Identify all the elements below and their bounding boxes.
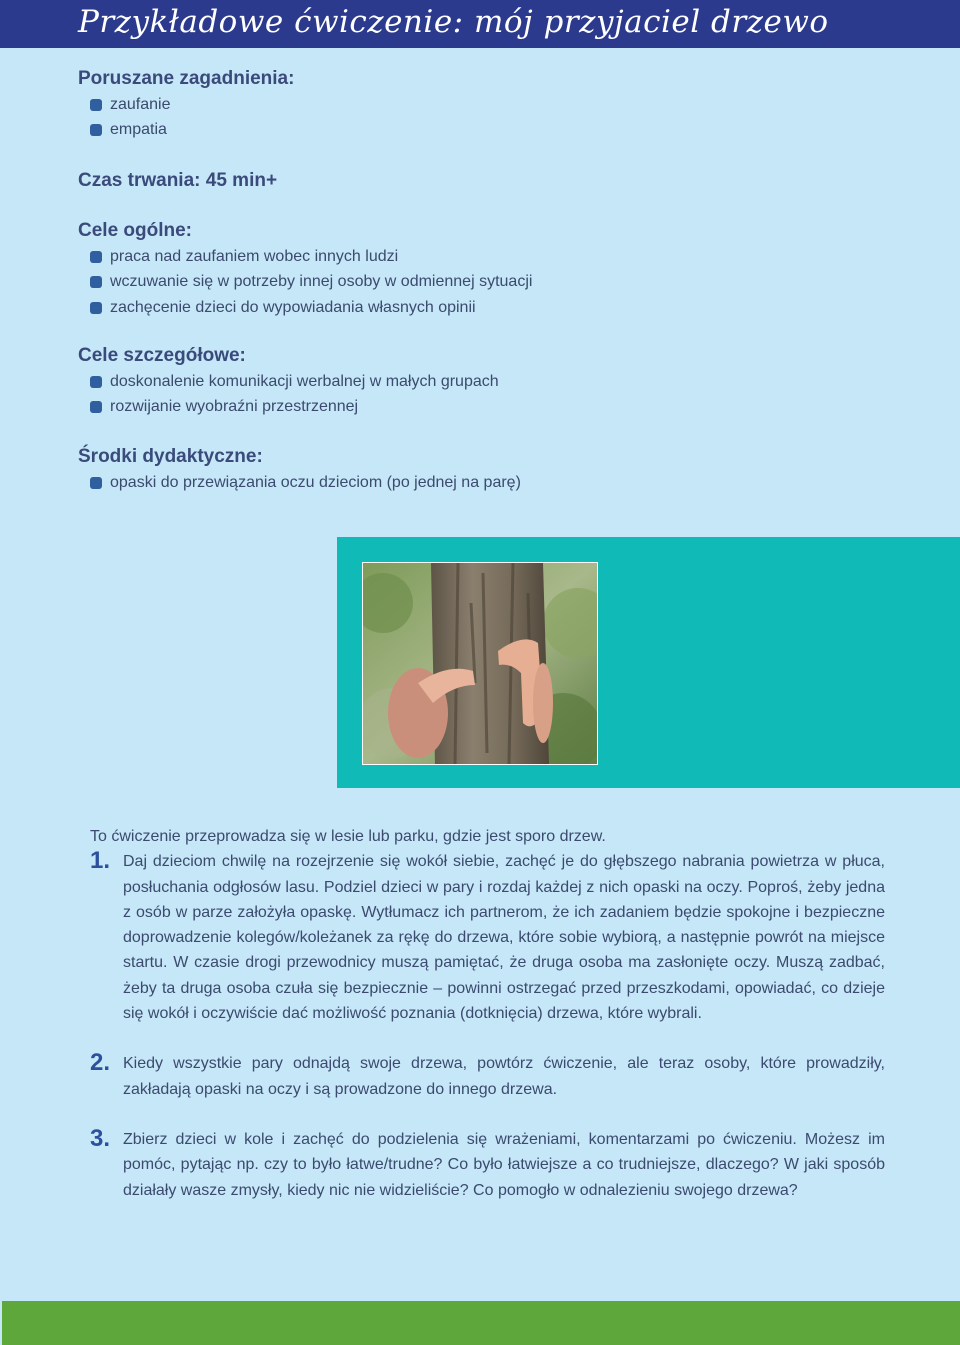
bullet-icon: [90, 302, 102, 314]
bullet-icon: [90, 99, 102, 111]
topics-heading: Poruszane zagadnienia:: [78, 68, 295, 89]
general-goals-list: [78, 244, 532, 320]
step-text: Daj dzieciom chwilę na rozejrzenie się wokół siebie, zachęć je do głębszego nabrania powietrza w płuca, posłuchania odgłosów lasu. Podziel dzieci w pary i rozdaj każdej z nich opaski na oczy. Poproś, żeby jedna z osób w parze założyła opaskę. Wytłumacz ich partnerom, że ich zadaniem będzie spokojne i bezpieczne doprowadzenie kolegów/koleżanek za rękę do drzewa, które sobie wybiorą, a następnie powrót na miejsce startu. W czasie drogi przewodnicy muszą pamiętać, że druga osoba ma zasłonięte oczy. Muszą zadbać, żeby ta druga osoba czuła się bezpiecznie – powinni ostrzegać przed przeszkodami, opowiadać, co dzieje się wokół i oczywiście dać możliwość poznania (dotknięcia) drzewa, które wybrali.: [123, 853, 885, 1023]
step-number: 3.: [90, 1124, 111, 1152]
bullet-icon: [90, 477, 102, 489]
list-item: [78, 470, 521, 495]
list-item-text: opaski do przewiązania oczu dzieciom (po jednej na parę): [110, 474, 521, 491]
bullet-icon: [90, 376, 102, 388]
header-bar: [0, 0, 960, 48]
list-item-text: empatia: [110, 121, 167, 139]
materials-section: [78, 444, 521, 495]
list-item-text: wczuwanie się w potrzeby innej osoby w odmiennej sytuacji: [110, 273, 533, 291]
list-item-text: rozwijanie wyobraźni przestrzennej: [110, 398, 359, 416]
list-item: [78, 295, 532, 320]
list-item: [78, 394, 499, 419]
list-item-text: doskonalenie komunikacji werbalnej w małych grupach: [110, 373, 499, 390]
specific-goals-list: [78, 369, 499, 420]
duration-heading: Czas trwania: 45 min+: [78, 170, 278, 191]
topics-section: [78, 66, 294, 143]
topics-list: [78, 92, 294, 143]
bullet-icon: [90, 401, 102, 413]
bullet-icon: [90, 124, 102, 136]
list-item: [78, 369, 499, 394]
materials-list: [78, 470, 521, 495]
step-item: [90, 1124, 885, 1203]
instructions: [90, 824, 885, 1203]
list-item: [78, 244, 532, 269]
step-text: Kiedy wszystkie pary odnajdą swoje drzewa, powtórz ćwiczenie, ale teraz osoby, które prowadziły, zakładają opaski na oczy i są prowadzone do innego drzewa.: [123, 1055, 885, 1098]
list-item-text: zachęcenie dzieci do wypowiadania własnych opinii: [110, 298, 476, 316]
bullet-icon: [90, 251, 102, 263]
list-item-text: zaufanie: [110, 96, 171, 113]
list-item: [78, 92, 294, 117]
list-item-text: praca nad zaufaniem wobec innych ludzi: [110, 248, 399, 265]
step-text: Zbierz dzieci w kole i zachęć do podzielenia się wrażeniami, komentarzami po ćwiczeniu. Możesz im pomóc, pytając np. czy to było łatwe/trudne? Co było łatwiejsze a co trudniejsze, dlaczego? W jaki sposób działały wasze zmysły, kiedy nic nie widzieliście? Co pomogło w odnalezieniu swojego drzewa?: [123, 1130, 885, 1199]
step-item: [90, 849, 885, 1026]
bullet-icon: [90, 276, 102, 288]
specific-goals-section: [78, 343, 499, 420]
step-number: 2.: [90, 1049, 111, 1077]
page-title: Przykładowe ćwiczenie: mój przyjaciel drzewo: [78, 4, 829, 40]
materials-heading: Środki dydaktyczne:: [78, 446, 263, 467]
list-item: [78, 117, 294, 142]
footer-bar: [2, 1301, 960, 1345]
step-number: 1.: [90, 847, 111, 875]
general-goals-section: [78, 218, 532, 320]
tree-hug-photo: [362, 562, 598, 765]
step-item: [90, 1051, 885, 1102]
duration-section: [78, 168, 277, 194]
instructions-intro: To ćwiczenie przeprowadza się w lesie lub parku, gdzie jest sporo drzew.: [90, 828, 606, 845]
list-item: [78, 269, 532, 294]
general-goals-heading: Cele ogólne:: [78, 220, 193, 241]
specific-goals-heading: Cele szczegółowe:: [78, 345, 246, 366]
